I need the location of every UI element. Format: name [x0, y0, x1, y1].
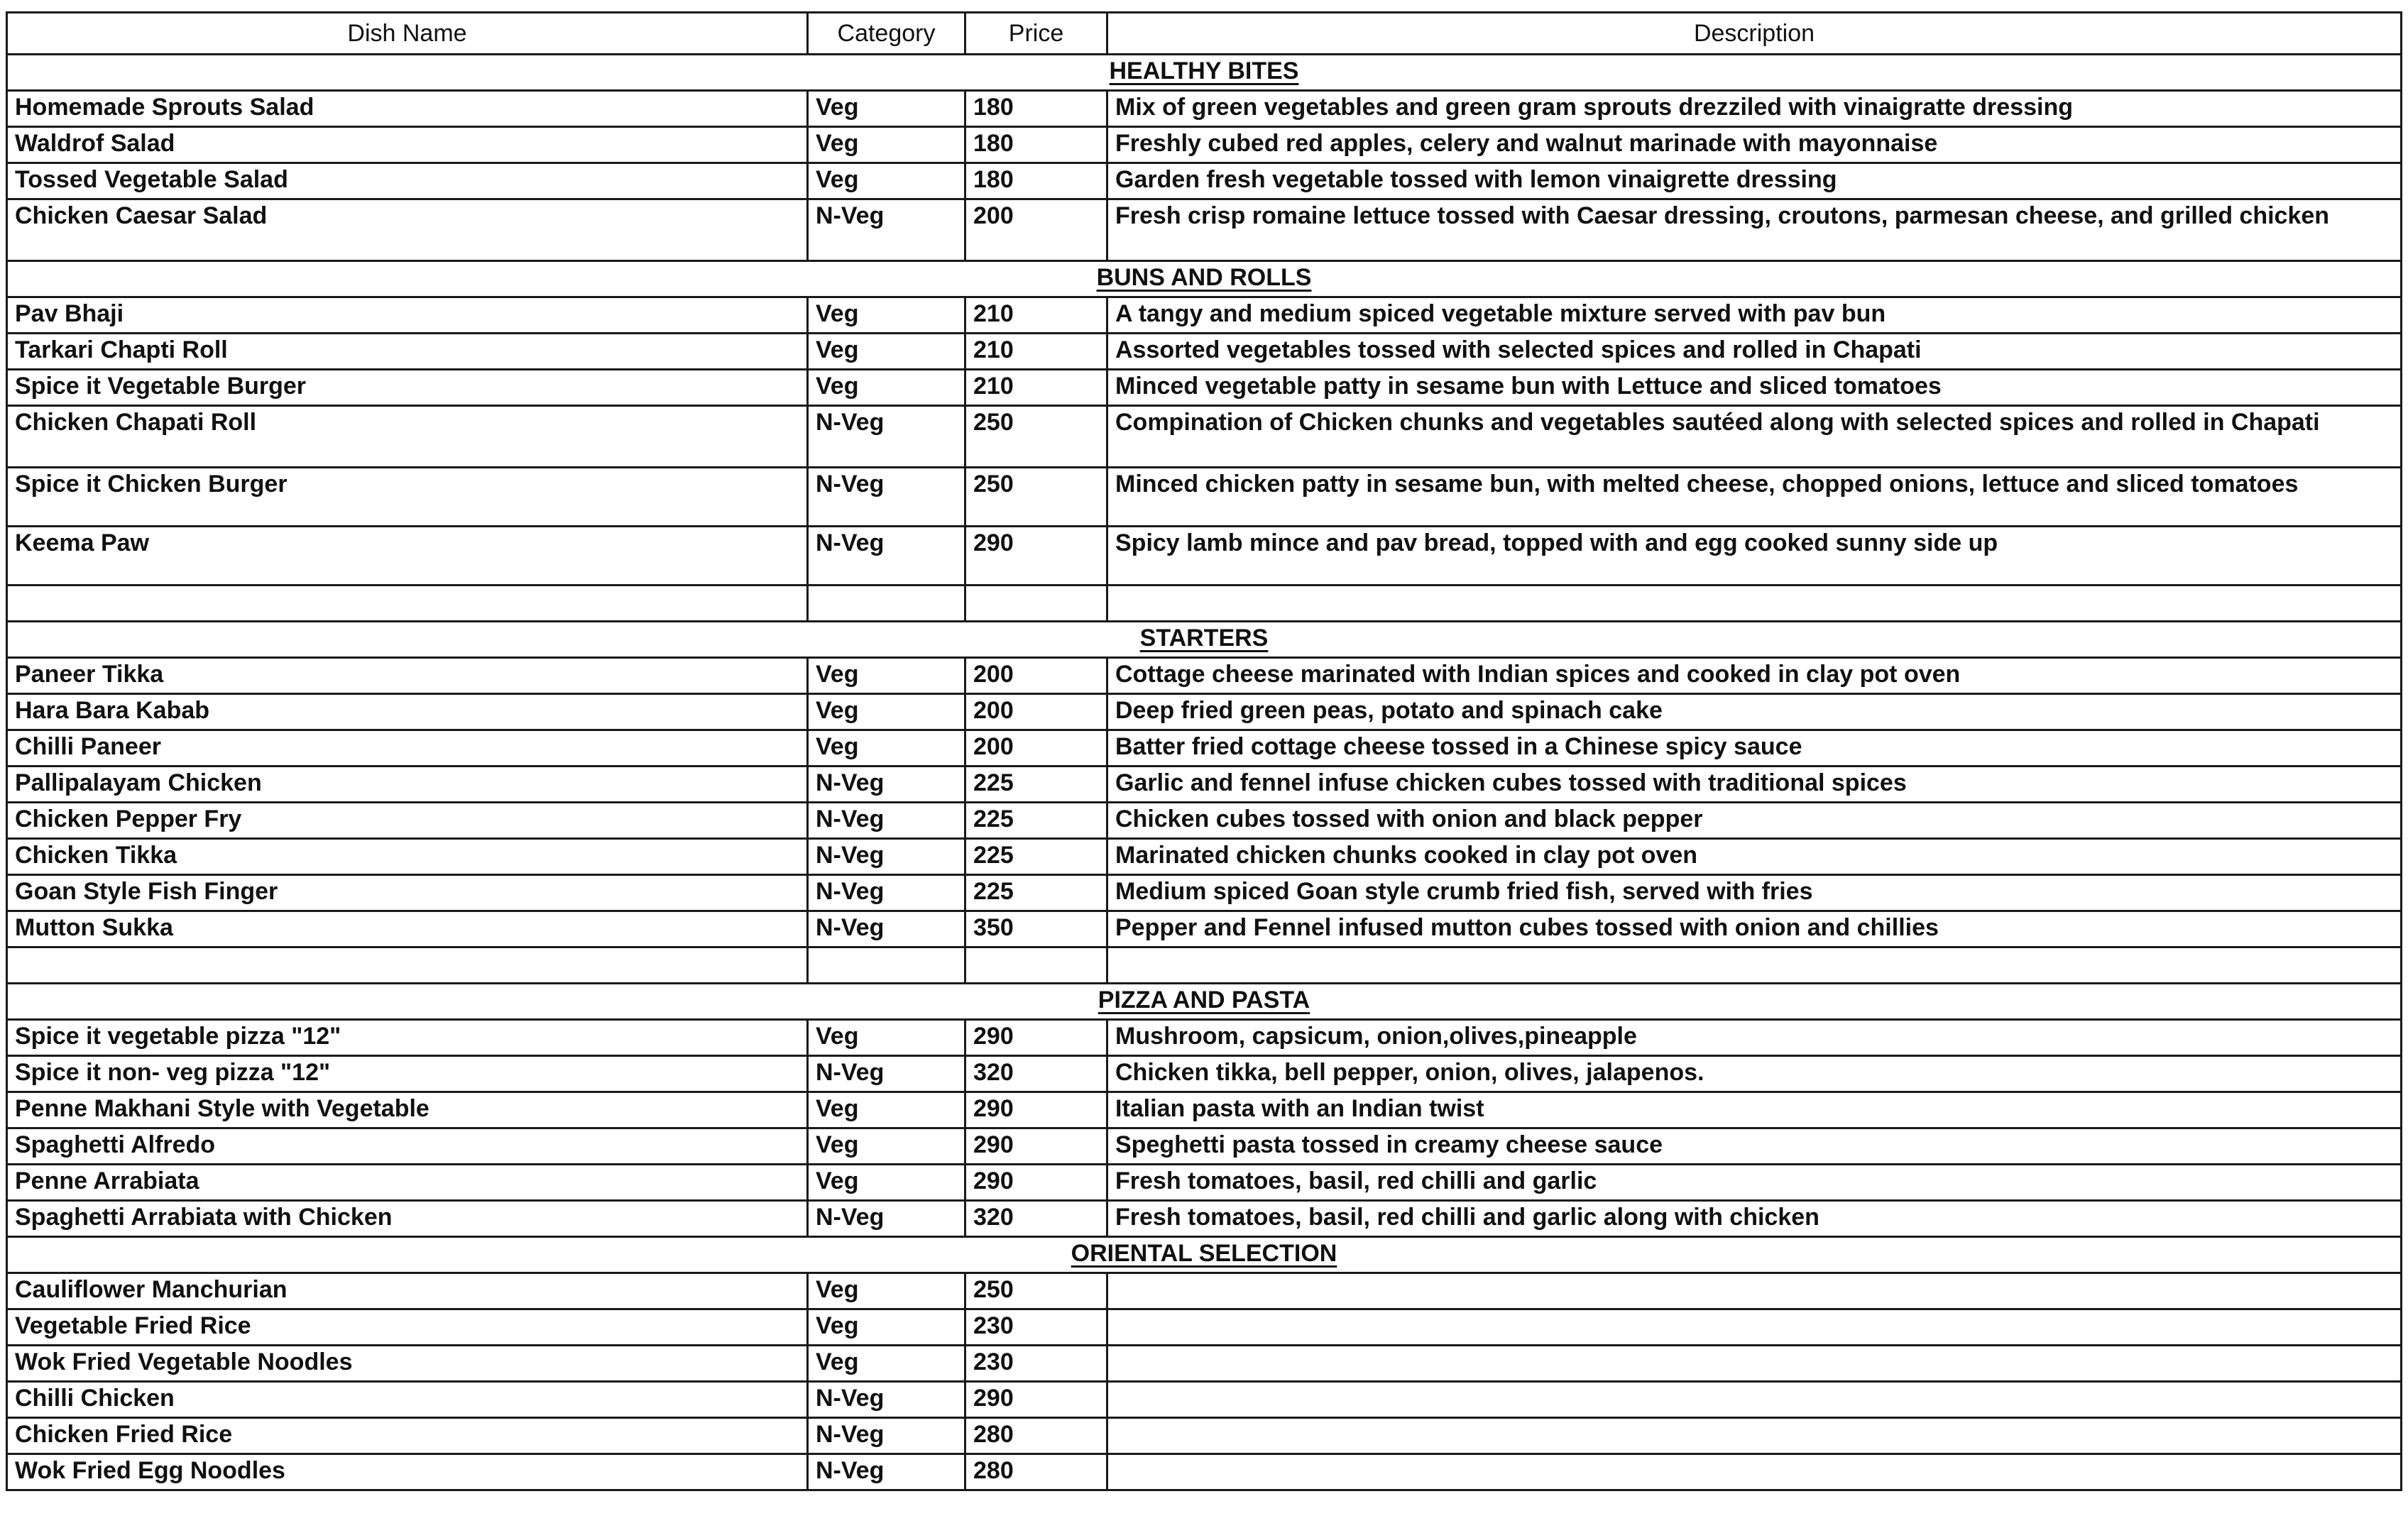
description-cell [1107, 1346, 2402, 1382]
section-header-row [7, 261, 2402, 297]
menu-item-row [7, 127, 2402, 163]
section-header-row [7, 622, 2402, 658]
section-header-row [7, 984, 2402, 1020]
category-cell: Veg [808, 1092, 965, 1128]
dish-name-cell: Hara Bara Kabab [7, 694, 808, 730]
description-cell: Minced chicken patty in sesame bun, with melted cheese, chopped onions, lettuce and sliced tomatoes [1107, 468, 2402, 527]
dish-name-cell: Penne Makhani Style with Vegetable [7, 1092, 808, 1128]
category-cell: N-Veg [808, 875, 965, 911]
description-cell: Chicken cubes tossed with onion and black pepper [1107, 803, 2402, 839]
blank-cell [965, 586, 1107, 622]
dish-name-cell: Vegetable Fried Rice [7, 1309, 808, 1346]
dish-name-cell: Goan Style Fish Finger [7, 875, 808, 911]
menu-item-row [7, 199, 2402, 261]
category-cell: N-Veg [808, 1454, 965, 1490]
menu-item-row [7, 1418, 2402, 1454]
description-cell: A tangy and medium spiced vegetable mixture served with pav bun [1107, 297, 2402, 334]
price-cell: 230 [965, 1309, 1107, 1346]
dish-name-cell: Chicken Fried Rice [7, 1418, 808, 1454]
dish-name-cell: Paneer Tikka [7, 658, 808, 694]
blank-row [7, 947, 2402, 984]
blank-cell [1107, 586, 2402, 622]
menu-item-row [7, 766, 2402, 803]
menu-item-row [7, 1273, 2402, 1309]
dish-name-cell: Penne Arrabiata [7, 1165, 808, 1201]
price-cell: 230 [965, 1346, 1107, 1382]
price-cell: 225 [965, 875, 1107, 911]
category-cell: Veg [808, 694, 965, 730]
price-cell: 200 [965, 694, 1107, 730]
description-cell: Deep fried green peas, potato and spinach cake [1107, 694, 2402, 730]
section-title: PIZZA AND PASTA [1098, 987, 1310, 1013]
menu-item-row [7, 334, 2402, 370]
description-cell: Mix of green vegetables and green gram sprouts drezziled with vinaigratte dressing [1107, 91, 2402, 127]
price-cell: 200 [965, 730, 1107, 766]
category-cell: N-Veg [808, 468, 965, 527]
menu-item-row [7, 1309, 2402, 1346]
section-header-row [7, 1237, 2402, 1273]
category-cell: Veg [808, 334, 965, 370]
section-title-cell [7, 1237, 2402, 1273]
description-cell [1107, 1418, 2402, 1454]
section-title-cell [7, 261, 2402, 297]
description-cell: Assorted vegetables tossed with selected spices and rolled in Chapati [1107, 334, 2402, 370]
blank-cell [808, 947, 965, 984]
dish-name-cell: Pav Bhaji [7, 297, 808, 334]
dish-name-cell: Spice it Chicken Burger [7, 468, 808, 527]
dish-name-cell: Chicken Caesar Salad [7, 199, 808, 261]
price-cell: 280 [965, 1418, 1107, 1454]
category-cell: N-Veg [808, 1056, 965, 1092]
description-cell: Freshly cubed red apples, celery and walnut marinade with mayonnaise [1107, 127, 2402, 163]
section-header-row [7, 55, 2402, 91]
menu-item-row [7, 1128, 2402, 1165]
description-cell: Batter fried cottage cheese tossed in a Chinese spicy sauce [1107, 730, 2402, 766]
description-cell: Cottage cheese marinated with Indian spices and cooked in clay pot oven [1107, 658, 2402, 694]
description-cell: Compination of Chicken chunks and vegetables sautéed along with selected spices and rolled in Chapati [1107, 406, 2402, 468]
category-cell: Veg [808, 91, 965, 127]
price-cell: 290 [965, 1128, 1107, 1165]
dish-name-cell: Keema Paw [7, 527, 808, 586]
dish-name-cell: Spice it Vegetable Burger [7, 370, 808, 406]
category-cell: Veg [808, 127, 965, 163]
menu-item-row [7, 406, 2402, 468]
dish-name-cell: Wok Fried Egg Noodles [7, 1454, 808, 1490]
description-cell: Mushroom, capsicum, onion,olives,pineapple [1107, 1020, 2402, 1056]
dish-name-cell: Chicken Pepper Fry [7, 803, 808, 839]
category-cell: Veg [808, 1309, 965, 1346]
price-cell: 180 [965, 127, 1107, 163]
price-cell: 250 [965, 1273, 1107, 1309]
dish-name-cell: Chilli Paneer [7, 730, 808, 766]
price-cell: 210 [965, 297, 1107, 334]
category-cell: N-Veg [808, 803, 965, 839]
section-title: ORIENTAL SELECTION [1071, 1240, 1337, 1267]
blank-cell [7, 947, 808, 984]
description-cell [1107, 1454, 2402, 1490]
menu-table [6, 11, 2402, 1491]
menu-item-row [7, 658, 2402, 694]
category-cell: Veg [808, 1346, 965, 1382]
description-cell: Fresh tomatoes, basil, red chilli and garlic along with chicken [1107, 1201, 2402, 1237]
header-category: Category [808, 13, 965, 55]
dish-name-cell: Pallipalayam Chicken [7, 766, 808, 803]
category-cell: Veg [808, 1128, 965, 1165]
category-cell: N-Veg [808, 911, 965, 947]
price-cell: 280 [965, 1454, 1107, 1490]
menu-item-row [7, 468, 2402, 527]
price-cell: 210 [965, 334, 1107, 370]
price-cell: 250 [965, 468, 1107, 527]
category-cell: Veg [808, 163, 965, 199]
section-title: HEALTHY BITES [1109, 57, 1299, 84]
description-cell: Pepper and Fennel infused mutton cubes tossed with onion and chillies [1107, 911, 2402, 947]
description-cell [1107, 1382, 2402, 1418]
category-cell: Veg [808, 297, 965, 334]
dish-name-cell: Spice it non- veg pizza "12" [7, 1056, 808, 1092]
dish-name-cell: Tossed Vegetable Salad [7, 163, 808, 199]
blank-cell [965, 947, 1107, 984]
description-cell: Speghetti pasta tossed in creamy cheese sauce [1107, 1128, 2402, 1165]
price-cell: 200 [965, 658, 1107, 694]
price-cell: 320 [965, 1056, 1107, 1092]
section-title-cell [7, 55, 2402, 91]
category-cell: Veg [808, 370, 965, 406]
menu-item-row [7, 1092, 2402, 1128]
section-title-cell [7, 622, 2402, 658]
description-cell: Marinated chicken chunks cooked in clay pot oven [1107, 839, 2402, 875]
dish-name-cell: Tarkari Chapti Roll [7, 334, 808, 370]
blank-row [7, 586, 2402, 622]
description-cell: Italian pasta with an Indian twist [1107, 1092, 2402, 1128]
menu-item-row [7, 163, 2402, 199]
description-cell: Fresh tomatoes, basil, red chilli and garlic [1107, 1165, 2402, 1201]
price-cell: 210 [965, 370, 1107, 406]
header-price: Price [965, 13, 1107, 55]
price-cell: 225 [965, 803, 1107, 839]
menu-item-row [7, 297, 2402, 334]
price-cell: 250 [965, 406, 1107, 468]
description-cell: Garlic and fennel infuse chicken cubes tossed with traditional spices [1107, 766, 2402, 803]
dish-name-cell: Chicken Tikka [7, 839, 808, 875]
dish-name-cell: Wok Fried Vegetable Noodles [7, 1346, 808, 1382]
price-cell: 350 [965, 911, 1107, 947]
dish-name-cell: Mutton Sukka [7, 911, 808, 947]
category-cell: N-Veg [808, 527, 965, 586]
category-cell: N-Veg [808, 406, 965, 468]
price-cell: 225 [965, 766, 1107, 803]
description-cell: Minced vegetable patty in sesame bun with Lettuce and sliced tomatoes [1107, 370, 2402, 406]
dish-name-cell: Spice it vegetable pizza "12" [7, 1020, 808, 1056]
menu-item-row [7, 1056, 2402, 1092]
description-cell [1107, 1309, 2402, 1346]
section-title: BUNS AND ROLLS [1096, 264, 1312, 291]
category-cell: Veg [808, 730, 965, 766]
blank-cell [7, 586, 808, 622]
category-cell: Veg [808, 1020, 965, 1056]
dish-name-cell: Homemade Sprouts Salad [7, 91, 808, 127]
category-cell: N-Veg [808, 1201, 965, 1237]
price-cell: 290 [965, 1165, 1107, 1201]
menu-item-row [7, 91, 2402, 127]
description-cell [1107, 1273, 2402, 1309]
dish-name-cell: Chilli Chicken [7, 1382, 808, 1418]
menu-item-row [7, 839, 2402, 875]
price-cell: 225 [965, 839, 1107, 875]
menu-item-row [7, 1382, 2402, 1418]
menu-body [7, 55, 2402, 1490]
menu-item-row [7, 1165, 2402, 1201]
menu-item-row [7, 1346, 2402, 1382]
category-cell: N-Veg [808, 1418, 965, 1454]
section-title-cell [7, 984, 2402, 1020]
header-dish-name: Dish Name [7, 13, 808, 55]
header-description: Description [1107, 13, 2402, 55]
category-cell: Veg [808, 1273, 965, 1309]
dish-name-cell: Chicken Chapati Roll [7, 406, 808, 468]
price-cell: 290 [965, 1382, 1107, 1418]
price-cell: 320 [965, 1201, 1107, 1237]
menu-item-row [7, 1454, 2402, 1490]
dish-name-cell: Spaghetti Arrabiata with Chicken [7, 1201, 808, 1237]
category-cell: Veg [808, 1165, 965, 1201]
price-cell: 290 [965, 1020, 1107, 1056]
price-cell: 290 [965, 527, 1107, 586]
header-row [7, 13, 2402, 55]
blank-cell [1107, 947, 2402, 984]
price-cell: 290 [965, 1092, 1107, 1128]
price-cell: 180 [965, 91, 1107, 127]
menu-item-row [7, 694, 2402, 730]
menu-item-row [7, 803, 2402, 839]
category-cell: N-Veg [808, 1382, 965, 1418]
price-cell: 180 [965, 163, 1107, 199]
description-cell: Medium spiced Goan style crumb fried fish, served with fries [1107, 875, 2402, 911]
category-cell: N-Veg [808, 839, 965, 875]
dish-name-cell: Cauliflower Manchurian [7, 1273, 808, 1309]
category-cell: N-Veg [808, 766, 965, 803]
blank-cell [808, 586, 965, 622]
description-cell: Spicy lamb mince and pav bread, topped with and egg cooked sunny side up [1107, 527, 2402, 586]
dish-name-cell: Spaghetti Alfredo [7, 1128, 808, 1165]
menu-item-row [7, 730, 2402, 766]
menu-item-row [7, 1201, 2402, 1237]
category-cell: N-Veg [808, 199, 965, 261]
menu-item-row [7, 875, 2402, 911]
section-title: STARTERS [1139, 625, 1269, 652]
category-cell: Veg [808, 658, 965, 694]
description-cell: Garden fresh vegetable tossed with lemon vinaigrette dressing [1107, 163, 2402, 199]
menu-item-row [7, 911, 2402, 947]
price-cell: 200 [965, 199, 1107, 261]
dish-name-cell: Waldrof Salad [7, 127, 808, 163]
menu-item-row [7, 527, 2402, 586]
menu-item-row [7, 1020, 2402, 1056]
menu-item-row [7, 370, 2402, 406]
description-cell: Chicken tikka, bell pepper, onion, olives, jalapenos. [1107, 1056, 2402, 1092]
description-cell: Fresh crisp romaine lettuce tossed with Caesar dressing, croutons, parmesan cheese, and grilled chicken [1107, 199, 2402, 261]
